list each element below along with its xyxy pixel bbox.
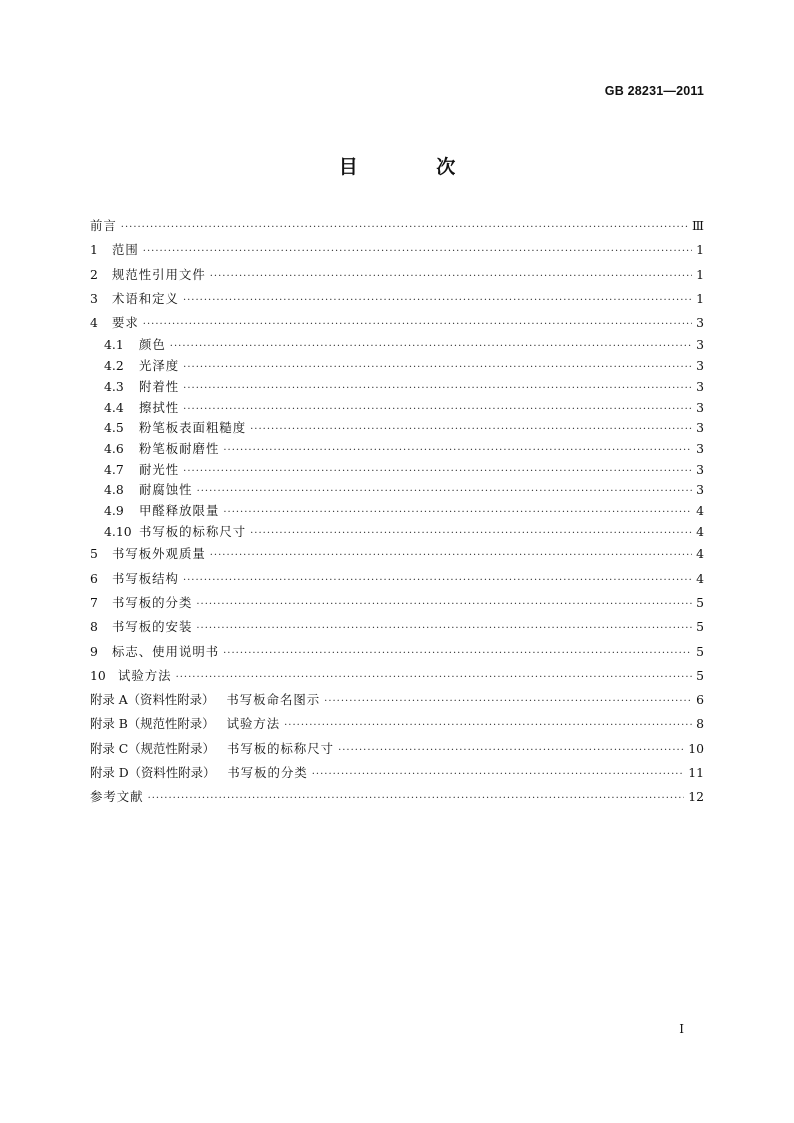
toc-leader	[176, 666, 692, 688]
toc-page: 3	[696, 315, 704, 331]
toc-number: 4.1	[104, 337, 124, 353]
toc-label: 粉笔板表面粗糙度	[139, 420, 247, 436]
toc-leader	[338, 739, 684, 761]
toc-leader	[312, 763, 684, 785]
toc-leader	[210, 544, 692, 566]
toc-number: 1	[90, 242, 98, 258]
toc-entry[interactable]	[90, 785, 704, 809]
toc-page: Ⅲ	[692, 218, 704, 233]
toc-page: 3	[696, 440, 704, 456]
toc-entry[interactable]	[90, 615, 704, 639]
toc-leader	[183, 379, 692, 398]
toc-label: 附着性	[139, 378, 180, 394]
toc-leader	[183, 358, 692, 377]
toc-leader	[183, 569, 692, 591]
toc-label: 书写板的标称尺寸	[139, 523, 247, 539]
toc-leader	[324, 690, 692, 712]
page-number: I	[679, 1022, 684, 1036]
toc-entry[interactable]	[90, 591, 704, 615]
toc-subentry[interactable]	[90, 501, 704, 522]
toc-annex-entry[interactable]	[90, 737, 704, 761]
toc-leader	[223, 642, 692, 664]
toc-label: 擦拭性	[139, 399, 180, 415]
toc-leader	[223, 503, 692, 522]
toc-number: 4.7	[104, 461, 124, 477]
toc-subentry[interactable]	[90, 460, 704, 481]
toc-page: 3	[696, 420, 704, 436]
toc-page: 4	[696, 570, 704, 586]
toc-entry[interactable]	[90, 287, 704, 311]
toc-subentry[interactable]	[90, 522, 704, 543]
toc-label: 书写板的安装	[112, 619, 193, 635]
annex-designation: 附录 A（资料性附录）	[90, 692, 215, 708]
toc-label: 要求	[112, 315, 139, 331]
toc-page: 6	[696, 692, 704, 708]
toc-entry[interactable]	[90, 664, 704, 688]
toc-page: 4	[696, 502, 704, 518]
toc-entry[interactable]	[90, 567, 704, 591]
toc-leader	[183, 400, 692, 419]
toc-label: 参考文献	[90, 789, 144, 805]
toc-leader	[223, 441, 692, 460]
toc-number: 4.5	[104, 420, 124, 436]
toc-label: 耐腐蚀性	[139, 482, 193, 498]
toc-leader	[250, 420, 692, 439]
toc-page: 5	[696, 643, 704, 659]
toc-number: 2	[90, 266, 98, 282]
toc-label: 耐光性	[139, 461, 180, 477]
toc-leader	[170, 337, 692, 356]
toc-label: 书写板的分类	[112, 594, 193, 610]
toc-page: 4	[696, 546, 704, 562]
toc-label: 试验方法	[118, 667, 172, 683]
toc-subentry[interactable]	[90, 480, 704, 501]
toc-leader	[196, 593, 692, 615]
toc-entry[interactable]	[90, 311, 704, 335]
toc-annex-entry[interactable]	[90, 688, 704, 712]
toc-page: 5	[696, 667, 704, 683]
toc-number: 4.3	[104, 378, 124, 394]
toc-page: 3	[696, 399, 704, 415]
toc-number: 3	[90, 290, 98, 306]
toc-subentry[interactable]	[90, 377, 704, 398]
toc-number: 6	[90, 570, 98, 586]
toc-number: 7	[90, 594, 98, 610]
toc-page: 5	[696, 619, 704, 635]
toc-page: 3	[696, 378, 704, 394]
toc-page: 8	[696, 716, 704, 732]
toc-number: 5	[90, 546, 98, 562]
toc-label: 书写板的分类	[227, 765, 308, 781]
toc-page: 1	[696, 266, 704, 282]
toc-page: 1	[696, 290, 704, 306]
toc-leader	[197, 482, 692, 501]
toc-number: 8	[90, 619, 98, 635]
toc-subentry[interactable]	[90, 418, 704, 439]
toc-leader	[284, 714, 692, 736]
toc-label: 颜色	[139, 337, 166, 353]
toc-number: 4.9	[104, 502, 124, 518]
toc-number: 9	[90, 643, 98, 659]
table-of-contents	[90, 214, 704, 810]
toc-number: 4.6	[104, 440, 124, 456]
toc-page: 3	[696, 461, 704, 477]
toc-leader	[148, 787, 685, 809]
toc-label: 标志、使用说明书	[112, 643, 220, 659]
toc-page: 1	[696, 242, 704, 258]
toc-label: 术语和定义	[112, 290, 179, 306]
toc-number: 4.10	[104, 523, 132, 539]
toc-leader	[250, 524, 692, 543]
toc-leader	[196, 617, 692, 639]
toc-leader	[210, 265, 692, 287]
toc-number: 4.2	[104, 358, 124, 374]
toc-annex-entry[interactable]	[90, 712, 704, 736]
page-title: 目 次	[338, 156, 492, 178]
toc-subentry[interactable]	[90, 356, 704, 377]
toc-page: 11	[688, 765, 704, 781]
toc-label: 甲醛释放限量	[139, 502, 220, 518]
toc-label: 光泽度	[139, 358, 180, 374]
toc-subentry[interactable]	[90, 335, 704, 356]
toc-entry[interactable]	[90, 238, 704, 262]
toc-page: 12	[688, 789, 704, 805]
toc-number: 4.4	[104, 399, 124, 415]
toc-annex-entry[interactable]	[90, 761, 704, 785]
toc-subentry[interactable]	[90, 439, 704, 460]
toc-leader	[183, 289, 692, 311]
toc-page: 3	[696, 337, 704, 353]
toc-entry[interactable]	[90, 263, 704, 287]
toc-label: 试验方法	[226, 716, 281, 732]
toc-page: 4	[696, 523, 704, 539]
annex-designation: 附录 D（资料性附录）	[90, 765, 216, 781]
toc-label: 书写板的标称尺寸	[226, 740, 335, 756]
toc-label: 前言	[90, 218, 117, 233]
toc-entry[interactable]	[90, 542, 704, 566]
standard-code: GB 28231—2011	[604, 84, 704, 98]
toc-page: 5	[696, 594, 704, 610]
toc-page: 10	[688, 740, 704, 756]
toc-leader	[121, 216, 688, 238]
toc-leader	[183, 462, 692, 481]
toc-page: 3	[696, 482, 704, 498]
toc-page: 3	[696, 358, 704, 374]
toc-label: 粉笔板耐磨性	[139, 440, 220, 456]
annex-designation: 附录 C（规范性附录）	[90, 740, 215, 756]
toc-subentry[interactable]	[90, 398, 704, 419]
toc-label: 范围	[112, 242, 139, 258]
annex-designation: 附录 B（规范性附录）	[90, 716, 215, 732]
toc-number: 10	[90, 667, 106, 683]
toc-leader	[143, 313, 692, 335]
toc-leader	[143, 240, 692, 262]
toc-label: 书写板命名图示	[226, 692, 321, 708]
toc-label: 书写板结构	[112, 570, 179, 586]
toc-label: 书写板外观质量	[112, 546, 206, 562]
toc-number: 4.8	[104, 482, 124, 498]
toc-number: 4	[90, 315, 98, 331]
toc-entry[interactable]	[90, 640, 704, 664]
toc-label: 规范性引用文件	[112, 266, 206, 282]
toc-entry[interactable]	[90, 214, 704, 238]
